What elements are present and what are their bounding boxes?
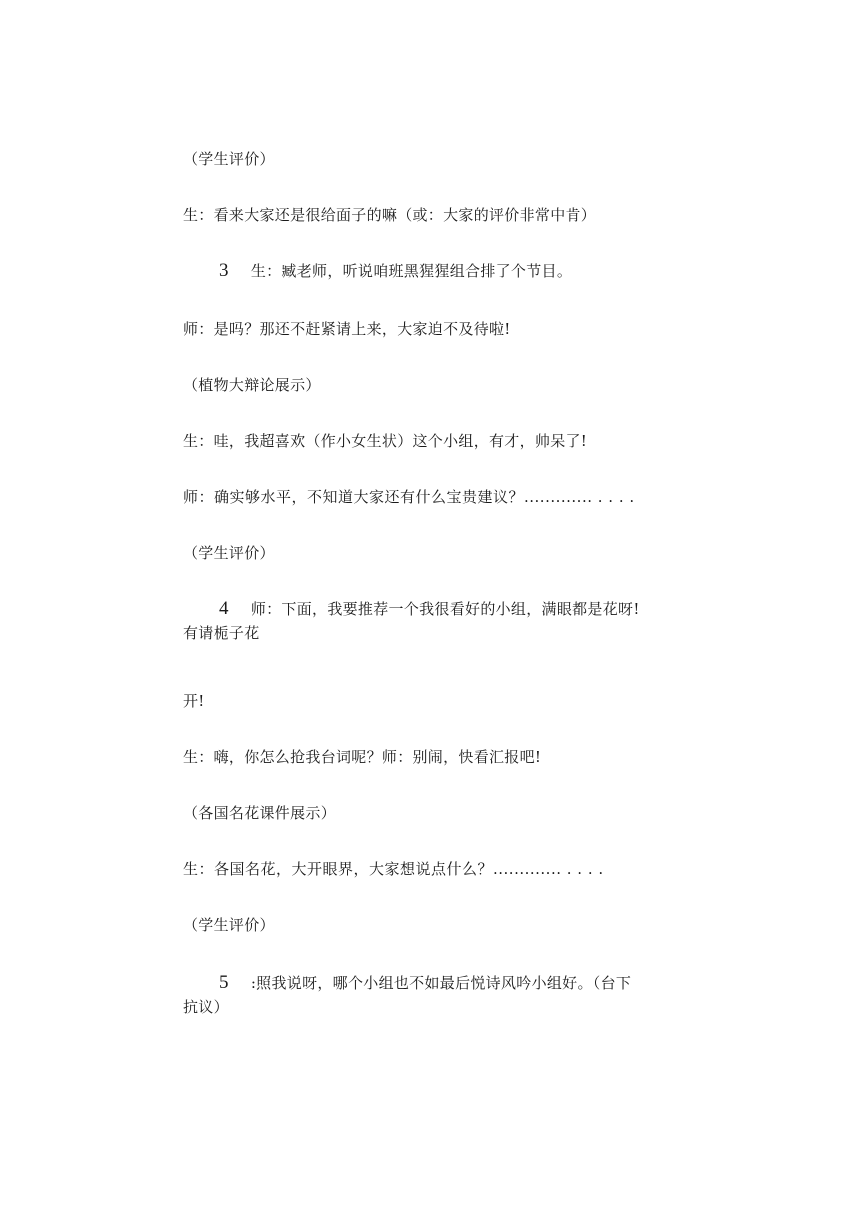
paragraph-item-5-continued: 抗议）: [183, 998, 229, 1016]
item-5-text: :照我说呀，哪个小组也不如最后悦诗风吟小组好。（台下: [250, 974, 632, 992]
paragraph-student-comment-3: 生：嗨，你怎么抢我台词呢？师：别闹，快看汇报吧!: [183, 748, 542, 766]
item-number-4: 4: [219, 598, 229, 619]
paragraph-teacher-reply-2: 师：确实够水平，不知道大家还有什么宝贵建议？............. . . . .: [183, 488, 635, 506]
item-number-5: 5: [219, 972, 229, 993]
paragraph-student-comment-2: 生：哇，我超喜欢（作小女生状）这个小组，有才，帅呆了!: [183, 432, 588, 450]
item-4-text: 师：下面，我要推荐一个我很看好的小组，满眼都是花呀!: [250, 600, 640, 618]
paragraph-student-evaluation-2: （学生评价）: [183, 544, 275, 562]
paragraph-item-5: [219, 972, 631, 994]
paragraph-teacher-reply-1: 师：是吗？那还不赶紧请上来，大家迫不及待啦!: [183, 320, 511, 338]
paragraph-item-3: [219, 260, 572, 282]
paragraph-plant-debate-show: （植物大辩论展示）: [183, 376, 321, 394]
paragraph-item-4: [219, 598, 640, 620]
paragraph-item-4-end: 开!: [183, 692, 205, 710]
item-number-3: 3: [219, 260, 229, 281]
item-3-text: 生：臧老师，听说咱班黑猩猩组合排了个节目。: [250, 262, 573, 280]
paragraph-student-evaluation-3: （学生评价）: [183, 916, 275, 934]
paragraph-item-4-continued: 有请栀子花: [183, 624, 260, 642]
paragraph-student-comment-4: 生：各国名花，大开眼界，大家想说点什么？............. . . . .: [183, 860, 604, 878]
paragraph-student-comment-1: 生：看来大家还是很给面子的嘛（或：大家的评价非常中肯）: [183, 206, 597, 224]
paragraph-student-evaluation-1: （学生评价）: [183, 150, 275, 168]
paragraph-flower-show: （各国名花课件展示）: [183, 804, 337, 822]
